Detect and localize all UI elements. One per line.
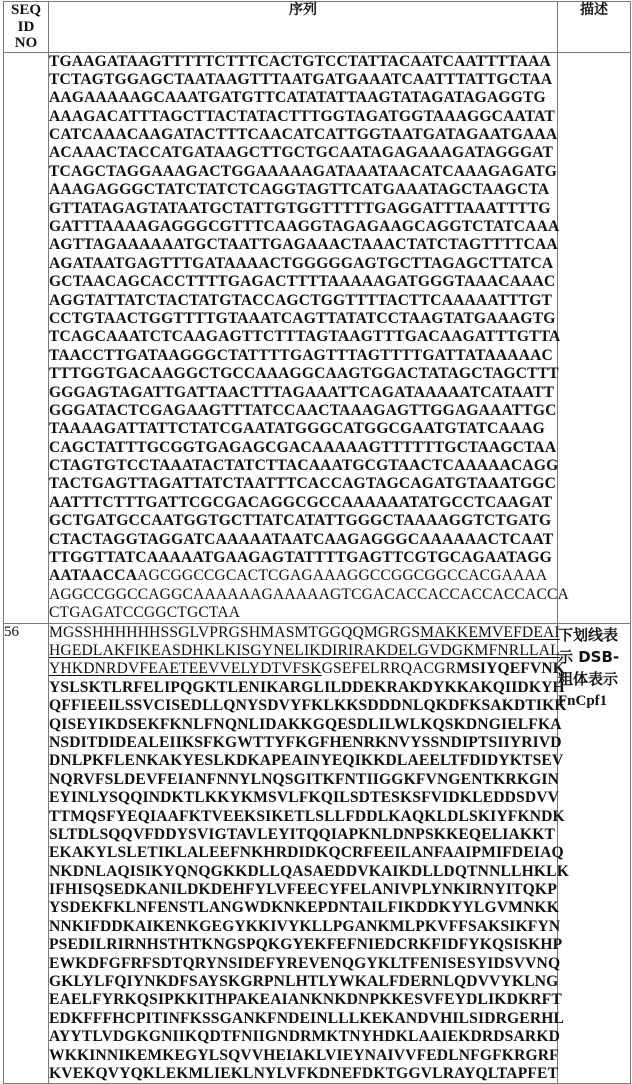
sequence-line	[49, 770, 560, 789]
sequence-line	[49, 881, 557, 899]
sequence-line	[49, 604, 557, 622]
underlined-segment: HGEDLAKFIKEASDHKLKISGYNELIKDIRIRAKDELGVDGKMFNRLLAL	[49, 642, 560, 659]
sequence-line	[49, 899, 557, 917]
sequence-line	[49, 549, 557, 567]
bold-segment: MSIYQEFVNK	[456, 660, 566, 678]
sequence-line	[49, 991, 562, 1009]
sequence-cell	[49, 623, 569, 1084]
bold-segment: DNLPKFLENKAKYESLKDKAPEAINYEQIKKDLAEELTFDIDYKTSEV	[49, 752, 564, 770]
bold-segment: AAGAAAAAGCAAATGATGTTCATATATTAAGTATAGATAGAGGTG	[49, 89, 546, 107]
bold-segment: TTTGGTGACAAGGCTGCCAAAGGCAAGTGGACTATAGCTAGCTTT	[49, 365, 559, 383]
sequence-line	[49, 697, 567, 715]
sequence-line	[49, 347, 557, 365]
sequence-line	[49, 917, 561, 936]
sequence-line	[49, 494, 557, 512]
header-description: 描述	[558, 2, 631, 53]
sequence-line	[49, 89, 557, 107]
sequence-line	[49, 642, 560, 660]
description-line: FnCpf1	[558, 692, 608, 709]
sequence-line	[49, 420, 557, 438]
bold-segment: AATAACCA	[49, 567, 138, 585]
sequence-listing-table	[3, 1, 631, 1084]
table-header-row	[4, 2, 631, 53]
bold-segment: CCTGTAACTGGTTTTGTAAATCAGTTATATCCTAAGTATGAAAGTG	[49, 309, 556, 327]
bold-segment: YSDEKFKLNFENSTLANGWDKNKEPDNTAILFIKDDKYYLGVMNKK	[49, 899, 559, 917]
sequence-line	[49, 292, 557, 310]
bold-segment: CAGCTATTTGCGGTGAGAGCGACAAAAAGTTTTTTGCTAAGCTAA	[49, 438, 557, 456]
sequence-line	[49, 1028, 561, 1046]
bold-segment: EDKFFFHCPITINFKSSGANKFNDEINLLLKEKANDVHILSIDRGERHL	[49, 1009, 565, 1027]
sequence-line	[49, 108, 557, 126]
header-seq-id-line: NO	[14, 35, 38, 51]
bold-segment: EAELFYRKQSIPKKITHPAKEAIANKNKDNPKKESVFEYDLIKDKRFT	[49, 991, 562, 1009]
bold-segment: KVEKQVYQKLEKMLIEKLNYLVFKDNEFDKTGGVLRAYQLTAPFET	[49, 1064, 559, 1082]
bold-segment: TCAGCTAGGAAAGACTGGAAAAAGATAAATAACATCAAAGAGATG	[49, 162, 558, 180]
sequence-line	[49, 954, 561, 973]
sequence-line	[49, 623, 560, 642]
bold-segment: AAAGAGGGCTATCTATCTCAGGTAGTTCATGAAATAGCTAAGCTA	[49, 181, 550, 199]
bold-segment: TACTGAGTTAGATTATCTAATTTCACCAGTAGCAGATGTAAATGGC	[49, 475, 557, 493]
bold-segment: TTGGTTATCAAAAATGAAGAGTATTTTGAGTTCGTGCAGAATAGG	[49, 549, 552, 567]
seq-id-cell	[4, 52, 49, 623]
bold-segment: QFFIEEILSSVCISEDLLQNYSDVYFKLKKSDDDNLQKDFKSAKDTIKK	[49, 697, 567, 715]
sequence-line	[49, 126, 557, 144]
sequence-line	[49, 53, 557, 71]
sequence-line	[49, 733, 562, 752]
sequence-line	[49, 1065, 557, 1083]
bold-segment: WKKINNIKEMKEGYLSQVVHEIAKLVIEYNAIVVFEDLNFGFKRGRF	[49, 1046, 559, 1064]
sequence-line	[49, 715, 562, 734]
sequence-line	[49, 402, 557, 420]
table-row	[4, 52, 631, 623]
sequence-line	[49, 567, 557, 585]
bold-segment: CATCAAACAAGATACTTTCAACATCATTGGTAATGATAGAATGAAA	[49, 126, 558, 144]
bold-segment: GCTAACAGCACCTTTTGAGACTTTTAAAAAGATGGGTAAACAAAC	[49, 273, 556, 291]
bold-segment: QISEYIKDSEKFKNLFNQNLIDAKKGQESDLILWLKQSKDNGIELFKA	[49, 715, 562, 733]
bold-segment: YSLSKTLRFELIPQGKTLENIKARGLILDDEKRAKDYKKAKQIIDKYH	[49, 678, 565, 696]
sequence-line	[49, 512, 557, 530]
sequence-line	[49, 660, 566, 678]
bold-segment: TCAGCAAATCTCAAGAGTTCTTTAGTAAGTTTGACAAGATTTGTTA	[49, 328, 561, 346]
bold-segment: CTAGTGTCCTAAATACTATCTTACAAATGCGTAACTCAAAAACAGG	[49, 457, 559, 475]
bold-segment: AGATAATGAGTTTGATAAAACTGGGGGAGTGCTTAGAGCTTATCA	[49, 254, 554, 272]
sequence-line	[49, 144, 557, 162]
bold-segment: EKAKYLSLETIKLALEEFNKHRDIDKQCRFEEILANFAAIPMIFDEIAQ	[49, 844, 564, 862]
sequence-line	[49, 218, 560, 236]
sequence-line	[49, 236, 557, 254]
sequence-line	[49, 678, 565, 697]
table-row	[4, 623, 631, 1084]
sequence-line	[49, 328, 561, 346]
bold-segment: EYINLYSQQINDKTLKKYKMSVLFKQILSDTESKSFVIDKLEDDSDVV	[49, 789, 560, 807]
bold-segment: GGGAGTAGATTGATTAACTTTAGAAATTCAGATAAAAATCATAATT	[49, 383, 555, 401]
header-seq-id-line: SEQ	[10, 2, 41, 18]
sequence-line	[49, 439, 557, 457]
plain-segment: CTGAGATCCGGCTGCTAA	[49, 604, 241, 622]
plain-segment: AGGCCGGCCAGGCAAAAAAGAAAAAGTCGACACCACCACCACCACCA	[49, 585, 569, 603]
bold-segment: AYYTLVDGKGNIIKQDTFNIIGNDRMKTNYHDKLAAIEKDRDSARKD	[49, 1028, 561, 1046]
sequence-line	[49, 1009, 565, 1028]
seq-id-cell: 56	[4, 623, 49, 1084]
bold-segment: IFHISQSEDKANILDKDEHFYLVFEECYFELANIVPLYNKIRNYITQKP	[49, 881, 557, 899]
sequence-line	[49, 365, 557, 383]
sequence-line	[49, 752, 564, 770]
bold-segment: NSDITDIDEALEIIKSFKGWTTYFKGFHENRKNVYSSNDIPTSIIYRIVD	[49, 733, 562, 751]
header-sequence: 序列	[49, 2, 558, 53]
bold-segment: ACAAACTACCATGATAAGCTTGCTGCAATAGAGAAAGATAGGGAT	[49, 144, 554, 162]
plain-segment: AGCGGCCGCACTCGAGAAAGGCCGGCGGCCACGAAAA	[137, 567, 548, 585]
bold-segment: GATTTAAAAGAGGGCGTTTCAAGGTAGAGAAGCAGGTCTATCAAA	[49, 218, 560, 236]
sequence-line	[49, 255, 557, 273]
bold-segment: TCTAGTGGAGCTAATAAGTTTAATGATGAAATCAATTTATTGCTAA	[49, 70, 553, 88]
sequence-line	[49, 457, 557, 475]
sequence-line	[49, 273, 557, 291]
underlined-segment: YHKDNRDVFEAETEEVVELYDTVFSK	[49, 660, 322, 678]
sequence-line	[49, 310, 557, 328]
header-seq-id-line: ID	[17, 18, 35, 35]
sequence-cell	[49, 52, 569, 623]
sequence-line	[49, 936, 563, 954]
bold-segment: NKDNLAQISIKYQNQGKKDLLQASAEDDVKAIKDLLDQTNNLLHKLK	[49, 862, 569, 880]
sequence-line	[49, 826, 557, 844]
bold-segment: TAAAAGATTATTCTATCGAATATGGGCATGGCGAATGTATCAAAG	[49, 420, 545, 438]
sequence-line	[49, 844, 564, 862]
bold-segment: TAACCTTGATAAGGGCTATTTTGAGTTTAGTTTTGATTATAAAAAC	[49, 346, 553, 364]
description-cell	[558, 623, 631, 1084]
description-line: 下划线表	[558, 625, 619, 644]
sequence-line	[49, 531, 557, 549]
header-seq-id-no	[4, 2, 49, 53]
sequence-line	[49, 181, 557, 199]
sequence-line	[49, 475, 557, 493]
sequence-line	[49, 384, 557, 402]
sequence-line	[49, 862, 569, 881]
bold-segment: GKLYLFQIYNKDFSAYSKGRPNLHTLYWKALFDERNLQDVVYKLNG	[49, 973, 559, 991]
bold-segment: SLTDLSQQVFDDYSVIGTAVLEYITQQIAPKNLDNPSKKEQELIAKKT	[49, 825, 556, 843]
bold-segment: TTMQSFYEQIAAFKTVEEKSIKETLSLLFDDLKAQKLDLSKIYFKNDK	[49, 807, 565, 825]
sequence-line	[49, 973, 557, 991]
description-line: 粗体表示	[558, 669, 619, 688]
bold-segment: AGTTAGAAAAAATGCTAATTGAGAAACTAAACTATCTAGTTTTCAA	[49, 236, 558, 254]
bold-segment: AAAGACATTTAGCTTACTATACTTTGGTAGATGGTAAAGGCAATAT	[49, 107, 555, 125]
plain-segment: MGSSHHHHHHSSGLVPRGSHMASMTGGQQMGRGS	[49, 623, 421, 641]
bold-segment: EWKDFGFRFSDTQRYNSIDEFYREVENQGYKLTFENISESYIDSVVNQ	[49, 954, 561, 972]
plain-segment: GSEFELRRQACGR	[321, 660, 457, 678]
sequence-line	[49, 807, 565, 826]
bold-segment: AATTTCTTTGATTCGCGACAGGCGCCAAAAAATATGCCTCAAGAT	[49, 493, 553, 511]
bold-segment: PSEDILRIRNHSTHTKNGSPQKGYEKFEFNIEDCRKFIDFYKQSISKHP	[49, 936, 563, 954]
sequence-line	[49, 789, 560, 807]
underlined-segment: MAKKEMVEFDEAI	[420, 623, 560, 641]
sequence-line	[49, 71, 557, 89]
bold-segment: AGGTATTATCTACTATGTACCAGCTGGTTTTACTTCAAAAATTTGT	[49, 291, 553, 309]
sequence-line	[49, 1047, 557, 1065]
bold-segment: GCTGATGCCAATGGTGCTTATCATATTGGGCTAAAAGGTCTGATG	[49, 512, 552, 530]
sequence-line	[49, 585, 569, 604]
sequence-line	[49, 200, 557, 218]
bold-segment: GTTATAGAGTATAATGCTATTGTGGTTTTTGAGGATTTAAATTTTG	[49, 199, 551, 217]
bold-segment: NNKIFDDKAIKENKGEGYKKIVYKLLPGANKMLPKVFFSAKSIKFYN	[49, 917, 561, 935]
description-line: 示 DSB-	[558, 647, 620, 666]
bold-segment: GGGATACTCGAGAAGTTTATCCAACTAAAGAGTTGGAGAAATTGC	[49, 401, 557, 419]
sequence-line	[49, 163, 557, 181]
description-cell	[558, 52, 631, 623]
bold-segment: NQRVFSLDEVFEIANFNNYLNQSGITKFNTIIGGKFVNGENTKRKGIN	[49, 770, 560, 788]
bold-segment: TGAAGATAAGTTTTTCTTTCACTGTCCTATTACAATCAATTTTAAA	[49, 52, 551, 70]
bold-segment: CTACTAGGTAGGATCAAAAATAATCAAGAGGGCAAAAAACTCAAT	[49, 530, 554, 548]
